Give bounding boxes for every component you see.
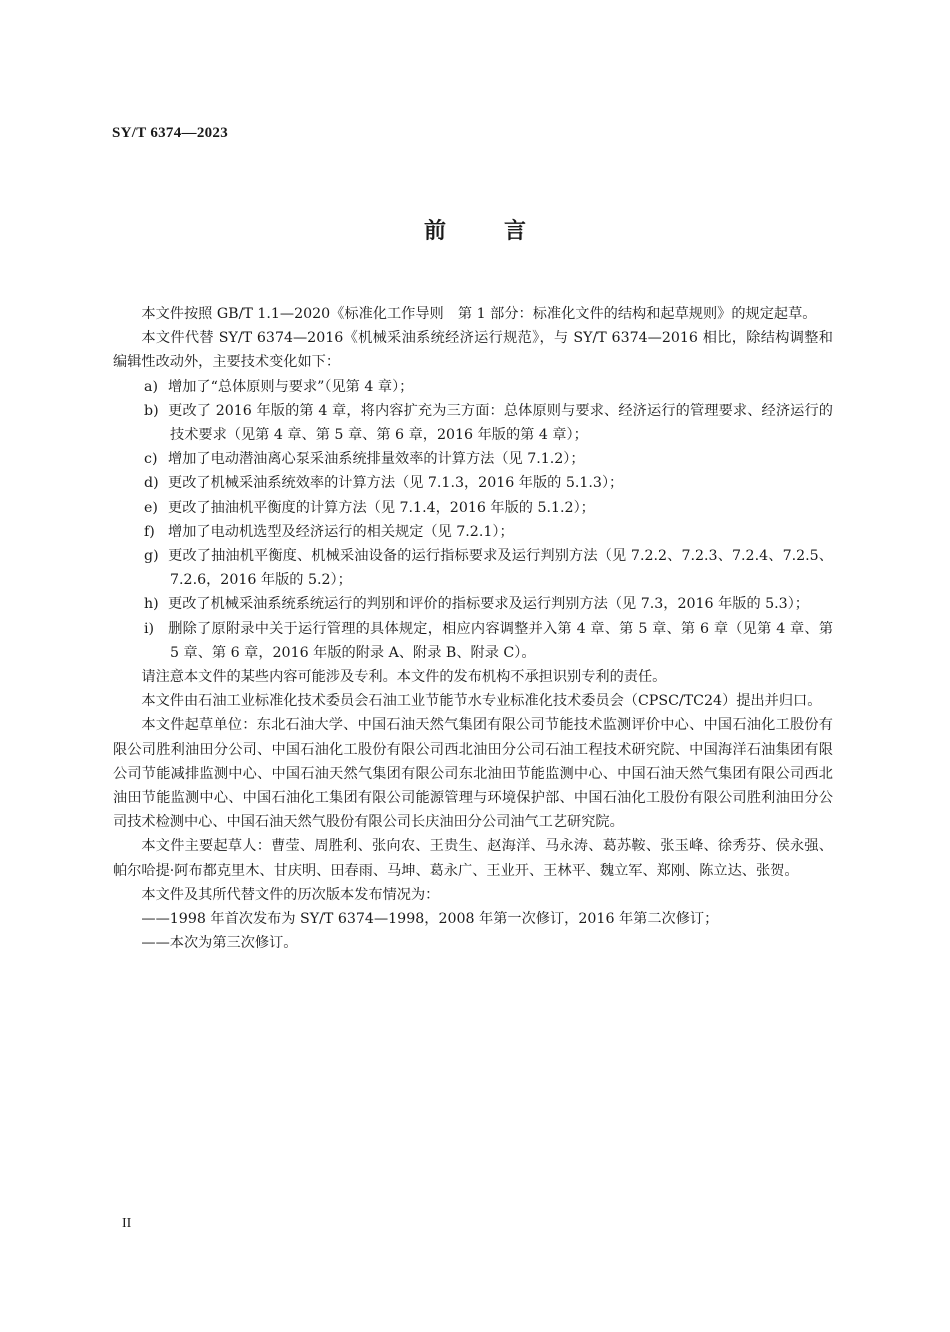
paragraph-history-intro: 本文件及其所代替文件的历次版本发布情况为： [141, 886, 440, 903]
page-number: II [122, 1216, 132, 1231]
title-char-2: 言 [504, 219, 527, 244]
list-item-text: 更改了机械采油系统系统运行的判别和评价的指标要求及运行判别方法（见 7.3，2016 年版的 5.3）； [168, 596, 809, 613]
list-item-label: a) [144, 378, 158, 395]
title-char-1: 前 [423, 219, 446, 244]
list-item-label: b) [144, 402, 159, 419]
page-title [0, 214, 950, 245]
paragraph-drafting-rules: 本文件按照 GB/T 1.1—2020《标准化工作导则 第 1 部分：标准化文件的结构和起草规则》的规定起草。 [141, 306, 817, 322]
list-item-text: 更改了抽油机平衡度的计算方法（见 7.1.4，2016 年版的 5.1.2）； [168, 499, 595, 516]
list-item-text: 增加了“总体原则与要求”（见第 4 章）； [168, 378, 414, 395]
list-item [113, 471, 833, 495]
list-item-text: 增加了电动机选型及经济运行的相关规定（见 7.2.1）； [168, 523, 514, 540]
paragraph-history-item-2: ——本次为第三次修订。 [141, 935, 298, 952]
standard-code: SY/T 6374—2023 [112, 125, 229, 141]
list-item-text: 更改了机械采油系统效率的计算方法（见 7.1.3，2016 年版的 5.1.3）； [168, 475, 624, 492]
list-item [113, 544, 833, 592]
list-item-text: 增加了电动潜油离心泵采油系统排量效率的计算方法（见 7.1.2）； [168, 451, 585, 468]
list-item-label: f) [144, 523, 155, 540]
paragraph-replacement: 本文件代替 SY/T 6374—2016《机械采油系统经济运行规范》，与 SY/T 6374—2016 相比，除结构调整和编辑性改动外，主要技术变化如下： [113, 330, 833, 371]
foreword-body [113, 302, 833, 955]
list-item-label: i) [144, 620, 155, 637]
paragraph-proposer: 本文件由石油工业标准化技术委员会石油工业节能节水专业标准化技术委员会（CPSC/TC24）提出并归口。 [141, 693, 822, 710]
list-item-label: g) [144, 548, 159, 565]
list-item-label: h) [144, 596, 159, 613]
list-item-text: 删除了原附录中关于运行管理的具体规定，相应内容调整并入第 4 章、第 5 章、第 6 章（见第 4 章、第 5 章、第 6 章，2016 年版的附录 A、附录 B、附录 C）。 [168, 620, 834, 661]
list-item-text: 更改了 2016 年版的第 4 章，将内容扩充为三方面：总体原则与要求、经济运行的管理要求、经济运行的技术要求（见第 4 章、第 5 章、第 6 章，2016 年版的第 4 章）； [168, 402, 833, 444]
list-item [113, 496, 833, 520]
list-item [113, 520, 833, 544]
paragraph-drafters: 本文件主要起草人：曹莹、周胜利、张向农、王贵生、赵海洋、马永涛、葛苏鞍、张玉峰、徐秀芬、侯永强、帕尔哈提·阿布都克里木、甘庆明、田春雨、马坤、葛永广、王业开、王林平、魏立军、郑刚、陈立达、张贺。 [113, 838, 833, 879]
list-item-text: 更改了抽油机平衡度、机械采油设备的运行指标要求及运行判别方法（见 7.2.2、7.2.3、7.2.4、7.2.5、7.2.6，2016 年版的 5.2）； [168, 548, 833, 589]
paragraph-drafting-units: 本文件起草单位：东北石油大学、中国石油天然气集团有限公司节能技术监测评价中心、中国石油化工股份有限公司胜利油田分公司、中国石油化工股份有限公司西北油田分公司石油工程技术研究院、中国海洋石油集团有限公司节能减排监测中心、中国石油天然气集团有限公司东北油田节能监测中心、中国石油天然气集团有限公司西北油田节能监测中心、中国石油化工集团有限公司能源管理与环境保护部、中国石油化工股份有限公司胜利油田分公司技术检测中心、中国石油天然气股份有限公司长庆油田分公司油气工艺研究院。 [113, 717, 833, 831]
list-item [113, 447, 833, 471]
list-item-label: c) [144, 451, 158, 468]
paragraph-history-item-1: ——1998 年首次发布为 SY/T 6374—1998，2008 年第一次修订，2016 年第二次修订； [141, 911, 719, 928]
list-item [113, 592, 833, 616]
list-item-label: e) [144, 499, 158, 516]
list-item-label: d) [144, 475, 159, 492]
paragraph-patent-notice: 请注意本文件的某些内容可能涉及专利。本文件的发布机构不承担识别专利的责任。 [141, 669, 667, 686]
list-item [113, 375, 833, 399]
list-item [113, 617, 833, 665]
list-item [113, 399, 833, 447]
